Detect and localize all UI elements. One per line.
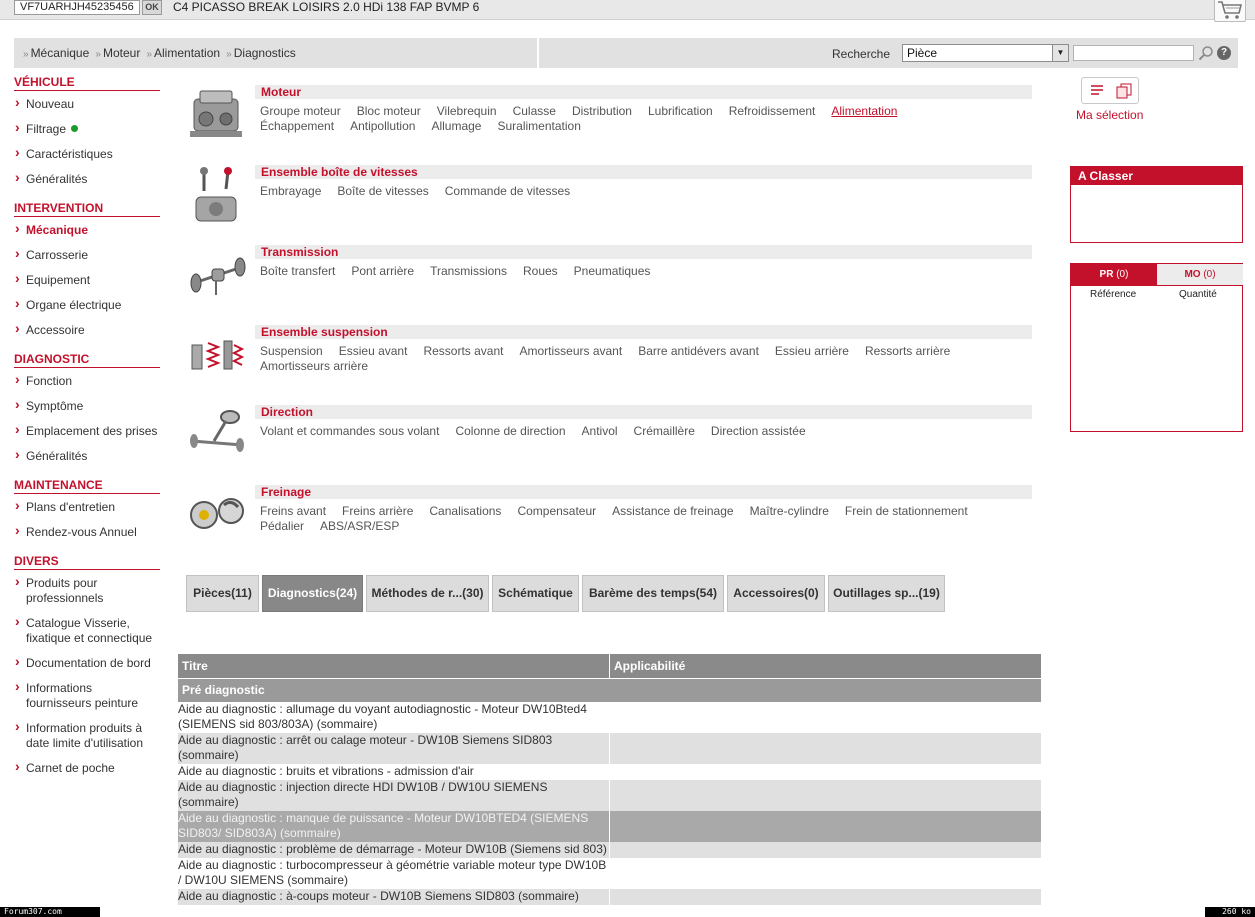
search-icon[interactable] <box>1198 45 1214 61</box>
row-applicability <box>610 811 1041 842</box>
table-row[interactable] <box>178 858 1041 889</box>
tab-pr[interactable] <box>1071 264 1157 286</box>
diagnostics-table <box>178 654 1041 905</box>
column-reference: Référence <box>1090 289 1137 300</box>
sidebar-item-rendez-vous[interactable]: › Rendez-vous Annuel <box>14 525 160 540</box>
status-dot <box>71 125 78 132</box>
link-assistance-freinage[interactable]: Assistance de freinage <box>612 504 734 518</box>
breadcrumb-alimentation[interactable]: Alimentation <box>154 46 221 60</box>
table-row[interactable] <box>178 764 1041 780</box>
sidebar-heading-divers: DIVERS <box>14 554 160 570</box>
sidebar-item-generalites[interactable]: › Généralités <box>14 172 160 187</box>
sidebar-item-fonction[interactable]: › Fonction <box>14 374 160 389</box>
link-essieu-avant[interactable]: Essieu avant <box>338 344 408 358</box>
category-title: Transmission <box>255 245 1032 259</box>
link-amortisseurs-arriere[interactable]: Amortisseurs arrière <box>260 359 369 373</box>
sidebar-item-caracteristiques[interactable]: › Caractéristiques <box>14 147 160 162</box>
tab-diagnostics[interactable]: Diagnostics(24) <box>262 575 363 612</box>
category-title: Direction <box>255 405 1032 419</box>
list-icon[interactable] <box>1090 84 1104 98</box>
tab-outillages[interactable]: Outillages sp...(19) <box>828 575 945 612</box>
link-alimentation[interactable]: Alimentation <box>831 104 898 118</box>
column-applicabilite: Applicabilité <box>614 659 686 673</box>
vin-input[interactable]: VF7UARHJH45235456 <box>14 0 140 15</box>
link-barre-antidevers-avant[interactable]: Barre antidévers avant <box>638 344 759 358</box>
link-volant[interactable]: Volant et commandes sous volant <box>260 424 440 438</box>
sidebar-item-nouveau[interactable]: › Nouveau <box>14 97 160 112</box>
sidebar-item-filtrage[interactable] <box>14 122 160 137</box>
row-applicability <box>610 842 1041 858</box>
link-ressorts-arriere[interactable]: Ressorts arrière <box>864 344 951 358</box>
link-lubrification[interactable]: Lubrification <box>647 104 713 118</box>
link-maitre-cylindre[interactable]: Maître-cylindre <box>749 504 829 518</box>
link-cremaillere[interactable]: Crémaillère <box>633 424 695 438</box>
watermark-left: Forum307.com <box>0 907 100 917</box>
tab-pr-label: PR <box>1099 269 1114 280</box>
breadcrumb-moteur[interactable]: Moteur <box>102 46 141 60</box>
link-refroidissement[interactable]: Refroidissement <box>728 104 816 118</box>
link-echappement[interactable]: Échappement <box>260 119 335 133</box>
link-antivol[interactable]: Antivol <box>581 424 618 438</box>
table-header <box>178 654 1041 678</box>
category-links <box>260 104 1030 134</box>
top-bar <box>0 0 1255 20</box>
row-title[interactable]: Aide au diagnostic : manque de puissance - Moteur DW10BTED4 (SIEMENS SID803/ SID803A) (sommaire) <box>178 811 609 842</box>
link-frein-stationnement[interactable]: Frein de stationnement <box>844 504 968 518</box>
page-size-indicator: 260 ko <box>1205 907 1255 917</box>
breadcrumb-diagnostics[interactable]: Diagnostics <box>233 46 296 60</box>
link-freins-arriere[interactable]: Freins arrière <box>342 504 414 518</box>
gearbox-icon <box>186 165 248 227</box>
link-roues[interactable]: Roues <box>522 264 558 278</box>
sidebar-item-carrosserie[interactable]: › Carrosserie <box>14 248 160 263</box>
link-commande-vitesses[interactable]: Commande de vitesses <box>444 184 571 198</box>
table-row[interactable] <box>178 780 1041 811</box>
sidebar-heading-intervention: INTERVENTION <box>14 201 160 217</box>
category-links <box>260 264 1030 279</box>
category-title: Moteur <box>255 85 1032 99</box>
brake-disc-icon <box>186 485 248 547</box>
link-culasse[interactable]: Culasse <box>512 104 556 118</box>
link-canalisations[interactable]: Canalisations <box>429 504 502 518</box>
link-transmissions[interactable]: Transmissions <box>430 264 507 278</box>
link-boite-vitesses[interactable]: Boîte de vitesses <box>337 184 429 198</box>
row-applicability <box>610 780 1041 811</box>
sidebar-item-label: Filtrage <box>26 122 67 136</box>
table-row[interactable] <box>178 842 1041 858</box>
link-suspension[interactable]: Suspension <box>260 344 323 358</box>
link-essieu-arriere[interactable]: Essieu arrière <box>774 344 849 358</box>
sidebar-item-documentation-bord[interactable]: › Documentation de bord <box>14 656 160 671</box>
category-links <box>260 184 1030 199</box>
row-applicability <box>610 764 1041 780</box>
suspension-icon <box>186 325 248 387</box>
link-amortisseurs-avant[interactable]: Amortisseurs avant <box>519 344 623 358</box>
tab-mo[interactable] <box>1157 264 1243 286</box>
divider <box>609 654 610 678</box>
sidebar-item-equipement[interactable]: › Equipement <box>14 273 160 288</box>
breadcrumb-mecanique[interactable]: Mécanique <box>30 46 90 60</box>
row-applicability <box>610 858 1041 889</box>
link-pneumatiques[interactable]: Pneumatiques <box>573 264 651 278</box>
search-label: Recherche <box>832 47 891 61</box>
row-title[interactable]: Aide au diagnostic : injection directe HDI DW10B / DW10U SIEMENS (sommaire) <box>178 780 609 811</box>
sidebar-item-carnet-poche[interactable]: › Carnet de poche <box>14 761 160 776</box>
link-pont-arriere[interactable]: Pont arrière <box>351 264 415 278</box>
sidebar-item-symptome[interactable]: › Symptôme <box>14 399 160 414</box>
pr-mo-panel <box>1070 263 1243 432</box>
shopping-cart-icon <box>1215 0 1245 21</box>
search-input[interactable] <box>1073 45 1194 61</box>
row-title[interactable]: Aide au diagnostic : turbocompresseur à géométrie variable moteur type DW10B / DW10U SIEMENS (sommaire) <box>178 858 607 887</box>
steering-icon <box>186 405 248 467</box>
sidebar-item-organe-electrique[interactable]: › Organe électrique <box>14 298 160 313</box>
sidebar-heading-diagnostic: DIAGNOSTIC <box>14 352 160 368</box>
category-title: Freinage <box>255 485 1032 499</box>
link-ressorts-avant[interactable]: Ressorts avant <box>423 344 504 358</box>
sidebar-item-info-produits[interactable]: › Information produits à date limite d'utilisation <box>14 721 160 751</box>
row-title[interactable]: Aide au diagnostic : allumage du voyant autodiagnostic - Moteur DW10Bted4 (SIEMENS sid 803/803A) (sommaire) <box>178 702 587 731</box>
vin-ok-button[interactable]: OK <box>142 0 162 15</box>
category-links <box>260 424 1030 439</box>
row-applicability <box>610 702 1041 733</box>
column-titre: Titre <box>182 659 208 673</box>
tab-mo-label: MO <box>1184 269 1201 280</box>
cart-button[interactable] <box>1214 0 1246 22</box>
link-allumage[interactable]: Allumage <box>431 119 482 133</box>
category-title: Ensemble boîte de vitesses <box>255 165 1032 179</box>
a-classer-panel <box>1070 166 1243 243</box>
row-title[interactable]: Aide au diagnostic : bruits et vibrations - admission d'air <box>178 764 474 778</box>
link-pedalier[interactable]: Pédalier <box>260 519 305 533</box>
sidebar-item-produits-pro[interactable]: › Produits pour professionnels <box>14 576 160 606</box>
row-title[interactable]: Aide au diagnostic : à-coups moteur - DW10B Siemens SID803 (sommaire) <box>178 889 609 905</box>
sidebar-item-info-peinture[interactable]: › Informations fournisseurs peinture <box>14 681 160 711</box>
sidebar-item-emplacement-prises[interactable]: › Emplacement des prises <box>14 424 160 439</box>
vehicle-title: C4 PICASSO BREAK LOISIRS 2.0 HDi 138 FAP BVMP 6 <box>173 0 480 14</box>
sidebar-item-plans-entretien[interactable]: › Plans d'entretien <box>14 500 160 515</box>
table-row[interactable] <box>178 889 1041 905</box>
column-quantite: Quantité <box>1179 289 1217 300</box>
tab-pieces[interactable]: Pièces(11) <box>186 575 259 612</box>
tab-bareme-temps[interactable]: Barème des temps(54) <box>582 575 724 612</box>
sidebar <box>14 75 160 776</box>
chevron-down-icon[interactable]: ▼ <box>1052 45 1068 61</box>
documents-icon[interactable] <box>1116 83 1132 99</box>
my-selection-buttons <box>1081 77 1139 104</box>
link-compensateur[interactable]: Compensateur <box>517 504 597 518</box>
tab-mo-count: (0) <box>1203 269 1216 280</box>
table-row[interactable] <box>178 702 1041 733</box>
search-type-value: Pièce <box>907 46 938 60</box>
tab-pr-count: (0) <box>1116 269 1129 280</box>
divider <box>537 38 539 68</box>
engine-icon <box>186 85 248 147</box>
category-title: Ensemble suspension <box>255 325 1032 339</box>
row-applicability <box>610 733 1041 764</box>
section-header: Pré diagnostic <box>178 679 1041 702</box>
link-boite-transfert[interactable]: Boîte transfert <box>260 264 336 278</box>
row-applicability <box>610 889 1041 905</box>
link-embrayage[interactable]: Embrayage <box>260 184 322 198</box>
sidebar-item-catalogue-visserie[interactable]: › Catalogue Visserie, fixatique et connectique <box>14 616 160 646</box>
link-bloc-moteur[interactable]: Bloc moteur <box>356 104 421 118</box>
my-selection-label[interactable]: Ma sélection <box>1076 108 1144 122</box>
link-colonne-direction[interactable]: Colonne de direction <box>455 424 566 438</box>
sidebar-item-generalites-diag[interactable]: › Généralités <box>14 449 160 464</box>
breadcrumb-bar <box>14 38 1238 68</box>
link-freins-avant[interactable]: Freins avant <box>260 504 327 518</box>
tab-schematique[interactable]: Schématique <box>492 575 579 612</box>
tab-accessoires[interactable]: Accessoires(0) <box>727 575 825 612</box>
link-direction-assistee[interactable]: Direction assistée <box>710 424 806 438</box>
link-suralimentation[interactable]: Suralimentation <box>497 119 581 133</box>
sidebar-item-mecanique[interactable]: › Mécanique <box>14 223 160 238</box>
sidebar-heading-maintenance: MAINTENANCE <box>14 478 160 494</box>
table-row[interactable] <box>178 733 1041 764</box>
link-distribution[interactable]: Distribution <box>571 104 632 118</box>
tab-methodes[interactable]: Méthodes de r...(30) <box>366 575 489 612</box>
breadcrumb: » Mécanique » Moteur » Alimentation » Diagnostics <box>23 46 296 60</box>
search-type-select[interactable] <box>902 44 1069 62</box>
link-vilebrequin[interactable]: Vilebrequin <box>436 104 497 118</box>
table-row[interactable] <box>178 811 1041 842</box>
category-links <box>260 344 1030 374</box>
link-groupe-moteur[interactable]: Groupe moteur <box>260 104 341 118</box>
transmission-icon <box>186 245 248 307</box>
help-icon[interactable]: ? <box>1217 46 1231 60</box>
sidebar-heading-vehicule: VÉHICULE <box>14 75 160 91</box>
link-abs[interactable]: ABS/ASR/ESP <box>320 519 400 533</box>
row-title[interactable]: Aide au diagnostic : problème de démarrage - Moteur DW10B (Siemens sid 803) <box>178 842 609 858</box>
sidebar-item-accessoire[interactable]: › Accessoire <box>14 323 160 338</box>
category-links <box>260 504 1030 534</box>
a-classer-title: A Classer <box>1071 167 1242 185</box>
row-title[interactable]: Aide au diagnostic : arrêt ou calage moteur - DW10B Siemens SID803 (sommaire) <box>178 733 609 764</box>
link-antipollution[interactable]: Antipollution <box>350 119 416 133</box>
